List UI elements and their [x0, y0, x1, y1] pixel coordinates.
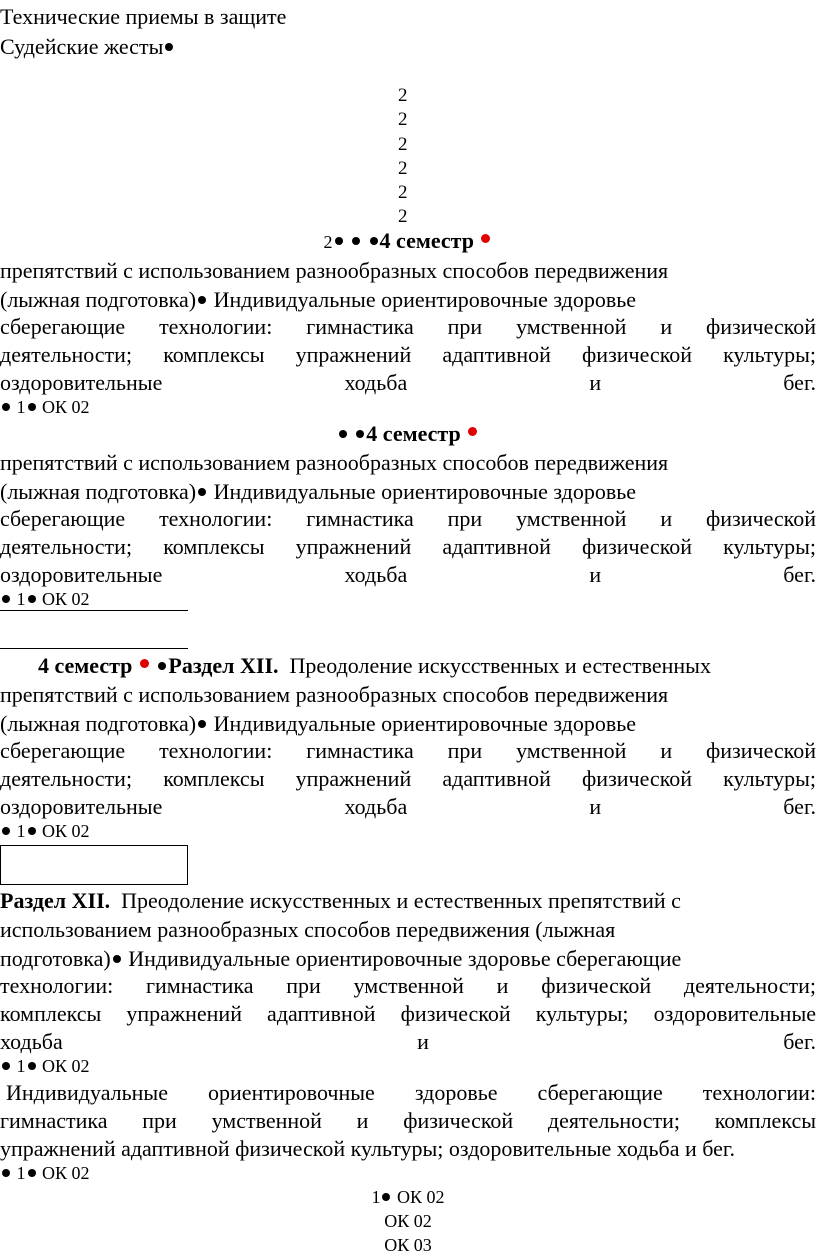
- bullet-icon: [165, 43, 173, 51]
- body-line: препятствий с использованием разнообразных способов передвижения: [0, 682, 669, 707]
- body-line: гимнастика при умственной и физической деятельности; комплексы: [0, 1108, 816, 1133]
- body-line: оздоровительные ходьба и бег.: [0, 370, 816, 395]
- body-line: деятельности; комплексы упражнений адаптивной физической культуры;: [0, 342, 816, 367]
- body-line: деятельности; комплексы упражнений адаптивной физической культуры;: [0, 766, 816, 791]
- hour-value: 2: [398, 206, 408, 228]
- section-heading-3: 4 семестр Раздел XII. Преодоление искусственных и естественных: [38, 653, 711, 678]
- body-line: (лыжная подготовка) Индивидуальные ориентировочные здоровье: [0, 711, 637, 736]
- divider: [0, 610, 188, 611]
- body-line: оздоровительные ходьба и бег.: [0, 794, 816, 819]
- hour-value: 2: [398, 157, 408, 179]
- semester-heading-2: 4 семестр: [0, 423, 816, 445]
- bullet-icon: [28, 827, 36, 835]
- hour-value: 2: [398, 182, 408, 204]
- bullet-icon: [28, 1169, 36, 1177]
- competence-line: 1 ОК 02: [0, 1164, 816, 1182]
- footer-line-2: ОК 02: [384, 1211, 432, 1231]
- red-bullet-icon: [468, 427, 477, 436]
- body-line: оздоровительные ходьба и бег.: [0, 562, 816, 587]
- body-line: упражнений адаптивной физической культуры; оздоровительные ходьба и бег.: [0, 1136, 735, 1161]
- body-line: подготовка) Индивидуальные ориентировочные здоровье сберегающие: [0, 946, 682, 971]
- bullet-icon: [335, 237, 343, 245]
- competence-line: 1 ОК 02: [0, 822, 816, 840]
- bullet-icon: [2, 1169, 10, 1177]
- competence-line: 1 ОК 02: [0, 1057, 816, 1075]
- bullet-icon: [2, 1062, 10, 1070]
- bullet-icon: [2, 403, 10, 411]
- body-line: сберегающие технологии: гимнастика при умственной и физической: [0, 314, 816, 339]
- hour-value: 2: [398, 85, 408, 106]
- body-line: ходьба и бег.: [0, 1029, 816, 1054]
- competence-line: 1 ОК 02: [0, 398, 816, 416]
- bullet-icon: [2, 595, 10, 603]
- bullet-icon: [198, 296, 206, 304]
- hours-column: [398, 84, 408, 230]
- bullet-icon: [352, 237, 360, 245]
- bullet-icon: [158, 662, 166, 670]
- red-bullet-icon: [481, 234, 490, 243]
- bullet-icon: [28, 595, 36, 603]
- body-line: деятельности; комплексы упражнений адаптивной физической культуры;: [0, 534, 816, 559]
- body-line: сберегающие технологии: гимнастика при умственной и физической: [0, 738, 816, 763]
- bullet-icon: [356, 430, 364, 438]
- body-line: комплексы упражнений адаптивной физической культуры; оздоровительные: [0, 1001, 816, 1026]
- header-line-2: Судейские жесты: [0, 36, 816, 58]
- red-bullet-icon: [140, 659, 149, 668]
- bullet-icon: [28, 1062, 36, 1070]
- semester-heading-1: 2 4 семестр: [0, 230, 816, 252]
- divider: [0, 648, 188, 649]
- bullet-icon: [28, 403, 36, 411]
- bullet-icon: [339, 430, 347, 438]
- bullet-icon: [198, 720, 206, 728]
- header-line-1: Технические приемы в защите: [0, 4, 287, 29]
- body-line: (лыжная подготовка) Индивидуальные ориентировочные здоровье: [0, 479, 637, 504]
- body-line: сберегающие технологии: гимнастика при умственной и физической: [0, 506, 816, 531]
- body-line: использованием разнообразных способов передвижения (лыжная: [0, 917, 616, 942]
- bullet-icon: [198, 488, 206, 496]
- competence-line: 1 ОК 02: [0, 590, 816, 608]
- bullet-icon: [113, 955, 121, 963]
- footer-line-3: ОК 03: [384, 1235, 432, 1255]
- body-line: препятствий с использованием разнообразных способов передвижения: [0, 258, 669, 283]
- hour-value: 2: [398, 133, 408, 155]
- bullet-icon: [382, 1193, 390, 1201]
- body-line: технологии: гимнастика при умственной и физической деятельности;: [0, 973, 816, 998]
- empty-box: [0, 845, 188, 885]
- hour-value: 2: [398, 109, 408, 131]
- section-heading-4: Раздел XII. Преодоление искусственных и естественных препятствий с: [0, 888, 681, 913]
- bullet-icon: [2, 827, 10, 835]
- body-line: (лыжная подготовка) Индивидуальные ориентировочные здоровье: [0, 287, 637, 312]
- bullet-icon: [370, 237, 378, 245]
- body-line: препятствий с использованием разнообразных способов передвижения: [0, 450, 669, 475]
- body-line: Индивидуальные ориентировочные здоровье сберегающие технологии:: [6, 1080, 816, 1105]
- footer-line-1: 1 ОК 02: [371, 1187, 445, 1207]
